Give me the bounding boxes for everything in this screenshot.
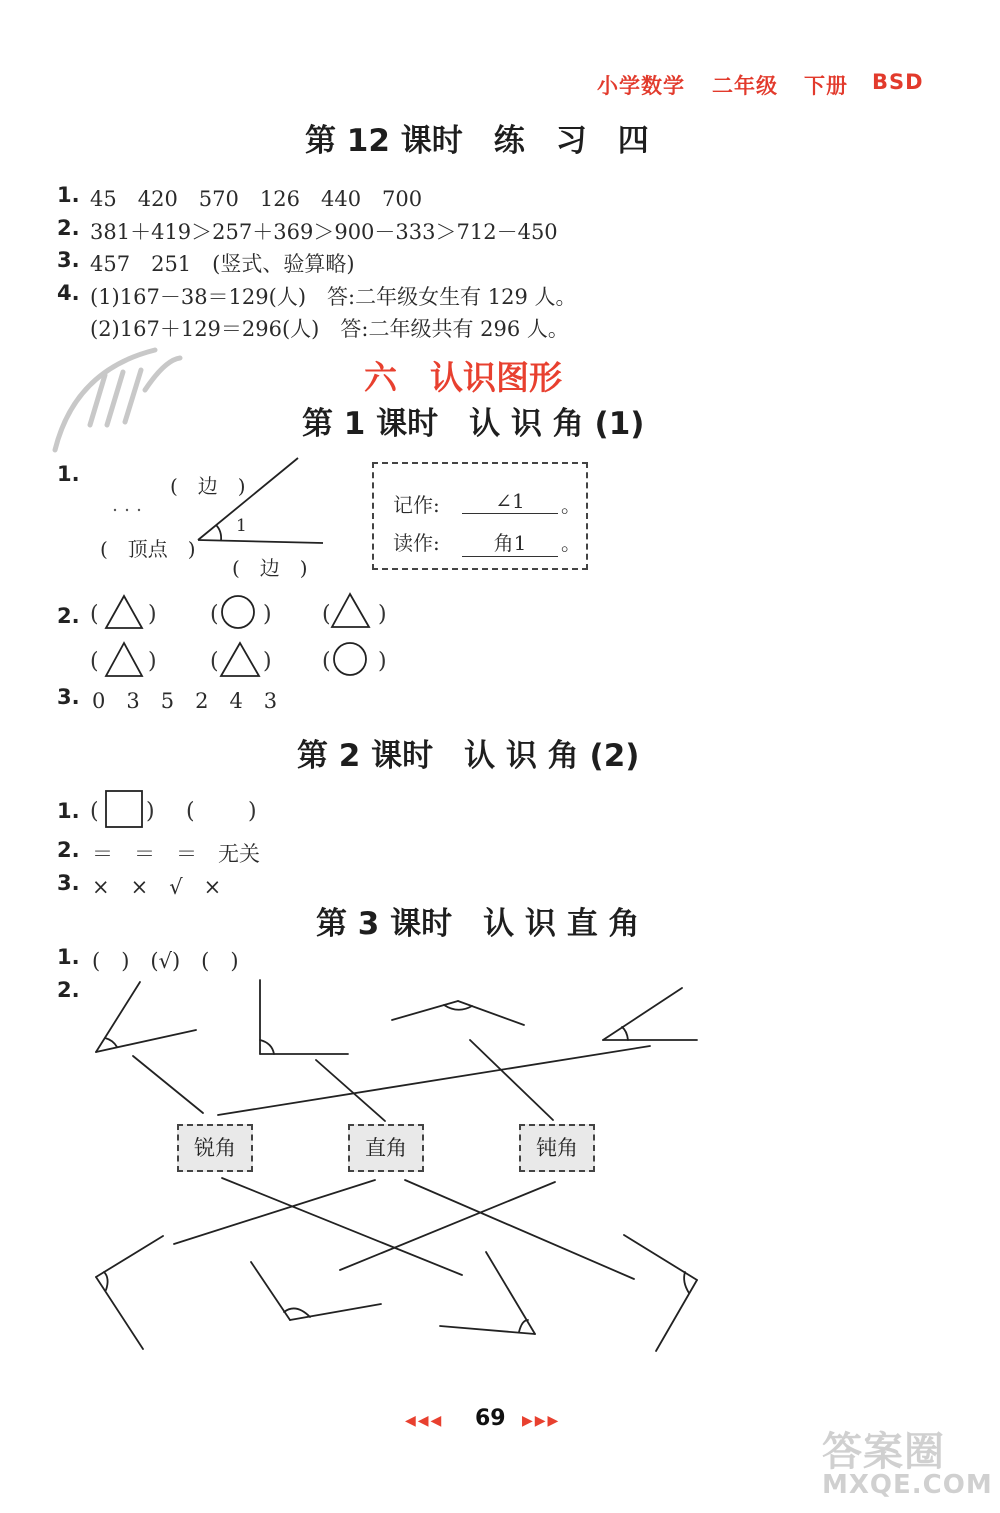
angle-side-bottom-label: ( 边 ) bbox=[232, 556, 308, 580]
l3-q1-number: 1. bbox=[57, 945, 80, 969]
svg-text:(: ( bbox=[210, 649, 219, 674]
acute-angle-shape bbox=[96, 982, 196, 1052]
l1-q2-number: 2. bbox=[57, 604, 80, 628]
read-period: 。 bbox=[561, 531, 581, 555]
l12-q3-number: 3. bbox=[57, 248, 80, 272]
record-value: ∠1 bbox=[462, 489, 558, 514]
svg-text:): ) bbox=[148, 649, 157, 674]
svg-text:): ) bbox=[148, 602, 157, 627]
acute-angle-shape-2 bbox=[603, 988, 697, 1040]
watermark-url: MXQE.COM bbox=[822, 1470, 993, 1500]
l2-q2-answer: ＝ ＝ ＝ 无关 bbox=[92, 842, 260, 866]
svg-text:(: ( bbox=[90, 602, 99, 627]
l12-q4-number: 4. bbox=[57, 281, 80, 305]
svg-text:(: ( bbox=[210, 602, 219, 627]
lesson1-title: 第 1 课时 认 识 角 (1) bbox=[302, 406, 645, 442]
read-value: 角1 bbox=[462, 527, 558, 557]
svg-text:(: ( bbox=[322, 649, 331, 674]
page-number: 69 bbox=[475, 1406, 506, 1431]
svg-text:): ) bbox=[263, 602, 272, 627]
svg-text:): ) bbox=[378, 649, 387, 674]
svg-text:(: ( bbox=[90, 799, 99, 824]
angle-mark-label: 1 bbox=[236, 516, 247, 536]
right-angle-tag: 直角 bbox=[348, 1124, 424, 1172]
l2-q3-answer: × × √ × bbox=[92, 875, 222, 899]
l12-q2-number: 2. bbox=[57, 216, 80, 240]
svg-text:): ) bbox=[248, 799, 257, 824]
angle-vertex-label: ( 顶点 ) bbox=[100, 537, 196, 561]
l2-q1-number: 1. bbox=[57, 799, 80, 823]
acute-angle-tag: 锐角 bbox=[177, 1124, 253, 1172]
header-subject: 小学数学 bbox=[597, 74, 685, 98]
l12-q1-answer: 45 420 570 126 440 700 bbox=[90, 187, 423, 211]
svg-text:): ) bbox=[146, 799, 155, 824]
svg-text:): ) bbox=[378, 602, 387, 627]
right-angle-shape bbox=[260, 980, 348, 1054]
header-grade: 二年级 bbox=[712, 74, 778, 98]
l2-q3-number: 3. bbox=[57, 871, 80, 895]
lesson12-title: 第 12 课时 练 习 四 bbox=[305, 123, 649, 159]
l1-q1-number: 1. bbox=[57, 462, 80, 486]
l3-q1-answer: ( ) (√) ( ) bbox=[92, 949, 239, 973]
header-volume: 下册 bbox=[804, 74, 848, 98]
l1-q3-number: 3. bbox=[57, 685, 80, 709]
next-arrows-icon: ▶▶▶ bbox=[522, 1413, 561, 1429]
obtuse-angle-shape-6 bbox=[624, 1235, 697, 1351]
prev-arrows-icon: ◀◀◀ bbox=[405, 1413, 444, 1429]
l2-q2-number: 2. bbox=[57, 838, 80, 862]
obtuse-angle-shape bbox=[392, 1001, 524, 1025]
svg-text:(: ( bbox=[186, 799, 195, 824]
record-period: 。 bbox=[561, 493, 581, 517]
obtuse-angle-shape-3 bbox=[96, 1236, 163, 1349]
l12-q1-number: 1. bbox=[57, 183, 80, 207]
l1-q3-answer: 0 3 5 2 4 3 bbox=[92, 689, 278, 713]
chapter-title: 六 认识图形 bbox=[364, 358, 562, 397]
record-label: 记作: bbox=[393, 493, 440, 517]
header-edition: BSD bbox=[872, 70, 924, 94]
l12-q4-part1: (1)167－38＝129(人) 答:二年级女生有 129 人。 bbox=[90, 285, 577, 309]
l3-q2-number: 2. bbox=[57, 978, 80, 1002]
l12-q3-answer: 457 251 (竖式、验算略) bbox=[90, 252, 355, 276]
svg-text:): ) bbox=[263, 649, 272, 674]
lesson2-title: 第 2 课时 认 识 角 (2) bbox=[297, 738, 640, 774]
obtuse-angle-tag: 钝角 bbox=[519, 1124, 595, 1172]
l12-q4-part2: (2)167＋129＝296(人) 答:二年级共有 296 人。 bbox=[90, 317, 569, 341]
angle-side-top-label: ( 边 ) bbox=[170, 474, 246, 498]
svg-text:(: ( bbox=[322, 602, 331, 627]
l12-q2-answer: 381＋419＞257＋369＞900－333＞712－450 bbox=[90, 220, 558, 244]
acute-angle-shape-5 bbox=[440, 1252, 535, 1334]
lesson3-title: 第 3 课时 认 识 直 角 bbox=[316, 906, 640, 942]
obtuse-angle-shape-4 bbox=[251, 1262, 381, 1320]
read-label: 读作: bbox=[393, 531, 440, 555]
svg-text:(: ( bbox=[90, 649, 99, 674]
watermark-logo: 答案圈 bbox=[822, 1429, 945, 1475]
